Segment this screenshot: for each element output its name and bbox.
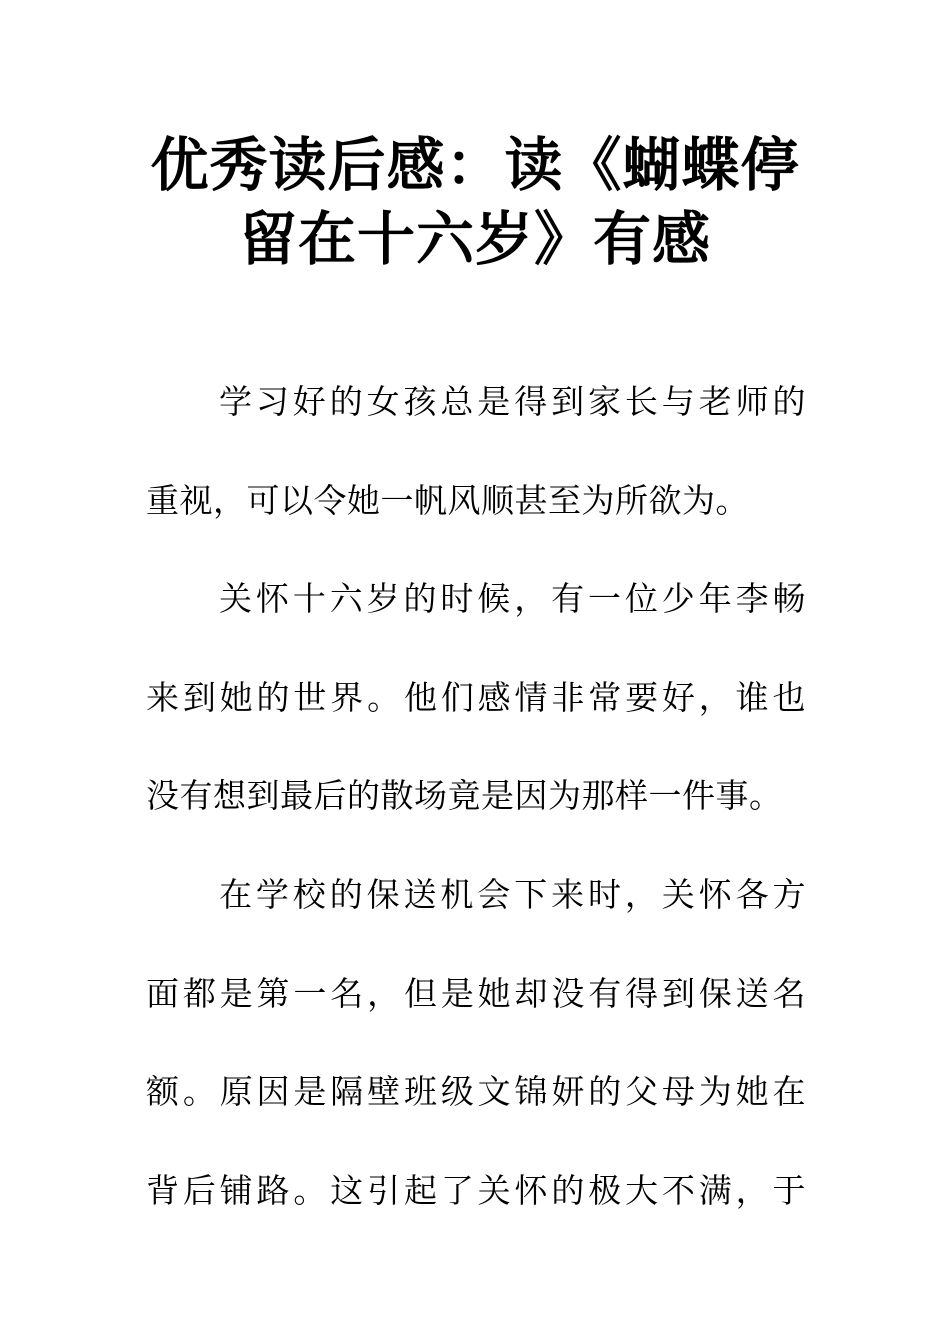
paragraph-2-line-1: 关怀十六岁的时候，有一位少年李畅 (219, 579, 806, 619)
title-line-2: 留在十六岁》有感 (238, 205, 711, 273)
document-title (140, 128, 810, 276)
document-body (146, 372, 806, 1259)
paragraph-3-line-2: 面都是第一名，但是她却没有得到保送名 (146, 973, 806, 1013)
paragraph-3-line-4: 背后铺路。这引起了关怀的极大不满，于 (146, 1170, 806, 1210)
paragraph-2-line-2: 来到她的世界。他们感情非常要好，谁也 (146, 677, 806, 717)
title-line-1: 优秀读后感：读《蝴蝶停 (150, 131, 800, 199)
paragraph-3-line-3: 额。原因是隔壁班级文锦妍的父母为她在 (146, 1072, 806, 1112)
paragraph-2-line-3: 没有想到最后的散场竟是因为那样一件事。 (146, 776, 783, 816)
paragraph-1-line-1: 学习好的女孩总是得到家长与老师的 (219, 382, 806, 421)
paragraph-3-line-1: 在学校的保送机会下来时，关怀各方 (219, 874, 806, 914)
paragraph-1-line-2: 重视，可以令她一帆风顺甚至为所欲为。 (146, 480, 749, 520)
